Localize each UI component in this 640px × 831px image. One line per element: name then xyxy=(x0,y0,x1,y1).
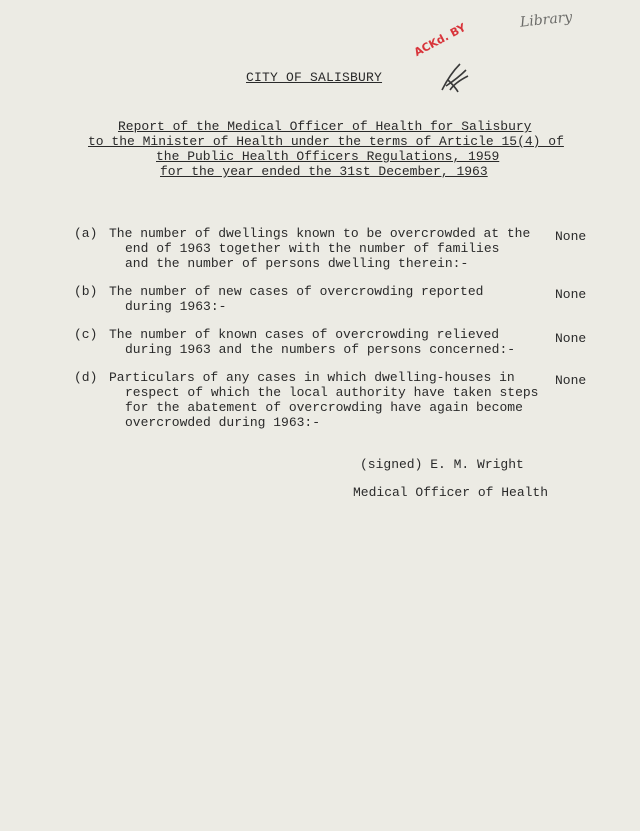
item-d-value: None xyxy=(555,373,587,388)
item-label-a: (a) xyxy=(74,226,98,241)
item-d-line-4: overcrowded during 1963:- xyxy=(125,415,321,430)
library-stamp: Library xyxy=(519,9,574,31)
item-c-value: None xyxy=(555,331,587,346)
heading-line-2: to the Minister of Health under the terms of Article 15(4) of xyxy=(88,134,564,149)
item-a-line-1: The number of dwellings known to be overcrowded at the xyxy=(109,226,531,241)
item-b-line-2: during 1963:- xyxy=(125,299,227,314)
item-label-d: (d) xyxy=(74,370,98,385)
item-b-line-1: The number of new cases of overcrowding reported xyxy=(109,284,484,299)
item-d-line-1: Particulars of any cases in which dwelling-houses in xyxy=(109,370,515,385)
signature-signed: (signed) E. M. Wright xyxy=(360,457,524,472)
signature-role: Medical Officer of Health xyxy=(353,485,549,500)
heading-line-1: Report of the Medical Officer of Health for Salisbury xyxy=(118,119,532,134)
heading-line-3: the Public Health Officers Regulations, 1959 xyxy=(156,149,500,164)
item-b-value: None xyxy=(555,287,587,302)
item-a-line-2: end of 1963 together with the number of families xyxy=(125,241,500,256)
item-d-line-2: respect of which the local authority have taken steps xyxy=(125,385,539,400)
document-title: CITY OF SALISBURY xyxy=(246,70,383,85)
item-label-b: (b) xyxy=(74,284,98,299)
item-d-line-3: for the abatement of overcrowding have again become xyxy=(125,400,523,415)
item-a-line-3: and the number of persons dwelling therein:- xyxy=(125,256,469,271)
initials-mark-icon xyxy=(438,60,472,94)
acknowledged-stamp: ACKd. BY xyxy=(411,20,469,59)
item-c-line-1: The number of known cases of overcrowding relieved xyxy=(109,327,500,342)
item-c-line-2: during 1963 and the numbers of persons concerned:- xyxy=(125,342,516,357)
item-a-value: None xyxy=(555,229,587,244)
item-label-c: (c) xyxy=(74,327,98,342)
heading-line-4: for the year ended the 31st December, 1963 xyxy=(160,164,488,179)
